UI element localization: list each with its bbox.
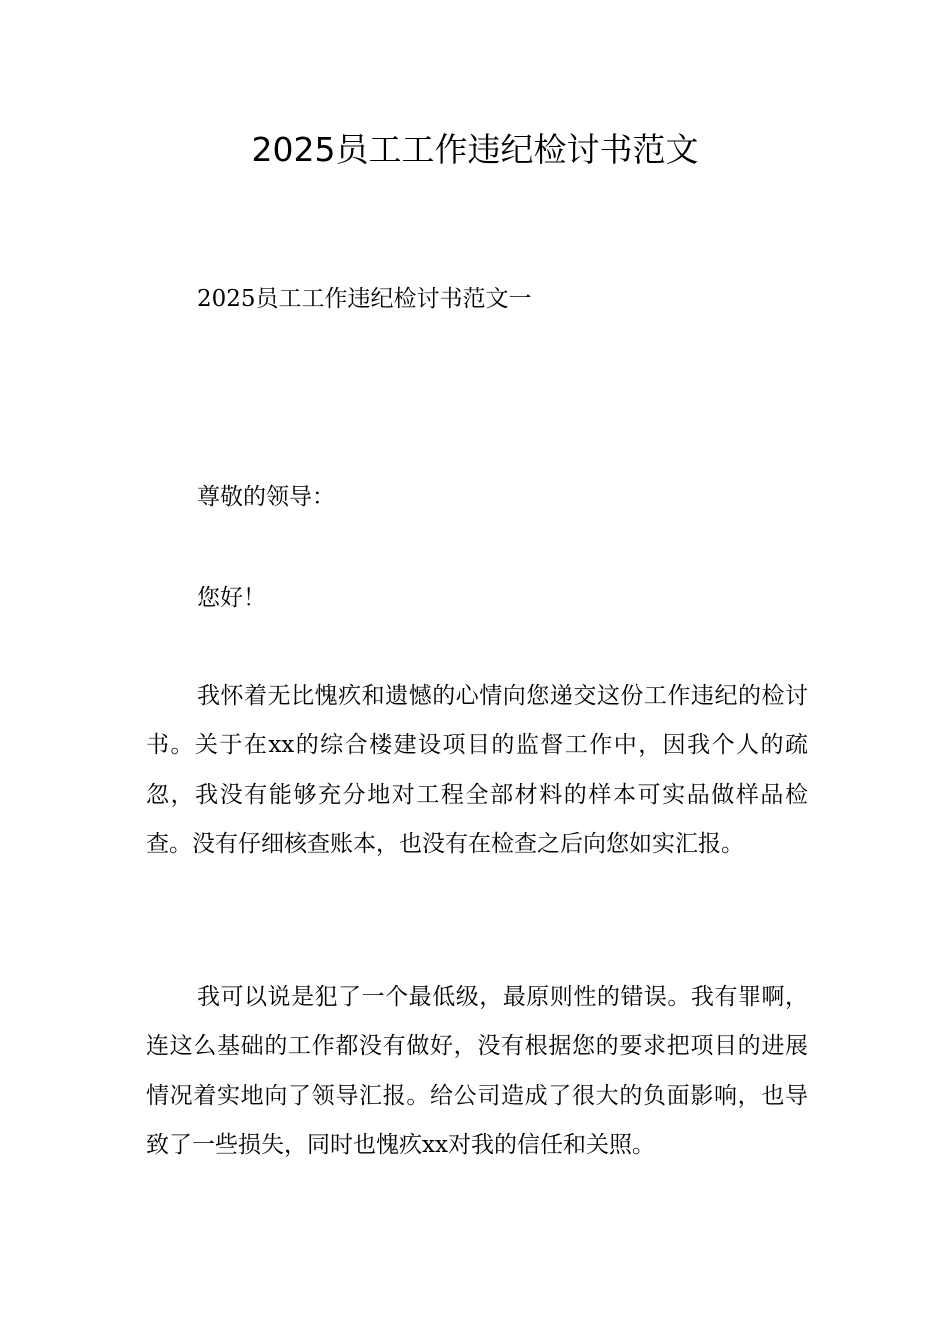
body-paragraph-1: 我怀着无比愧疚和遗憾的心情向您递交这份工作违纪的检讨书。关于在xx的综合楼建设项目的监督工作中，因我个人的疏忽，我没有能够充分地对工程全部材料的样本可实品做样品检查。没有仔细核查账本，也没有在检查之后向您如实汇报。 — [146, 683, 808, 857]
section-heading: 2025员工工作违纪检讨书范文一 — [197, 286, 532, 312]
greeting: 您好！ — [197, 585, 266, 611]
document-title: 2025员工工作违纪检讨书范文 — [251, 130, 699, 169]
salutation: 尊敬的领导： — [197, 484, 335, 510]
body-paragraph-2: 我可以说是犯了一个最低级，最原则性的错误。我有罪啊，连这么基础的工作都没有做好，没有根据您的要求把项目的进展情况着实地向了领导汇报。给公司造成了很大的负面影响，也导致了一些损失，同时也愧疚xx对我的信任和关照。 — [146, 984, 808, 1158]
